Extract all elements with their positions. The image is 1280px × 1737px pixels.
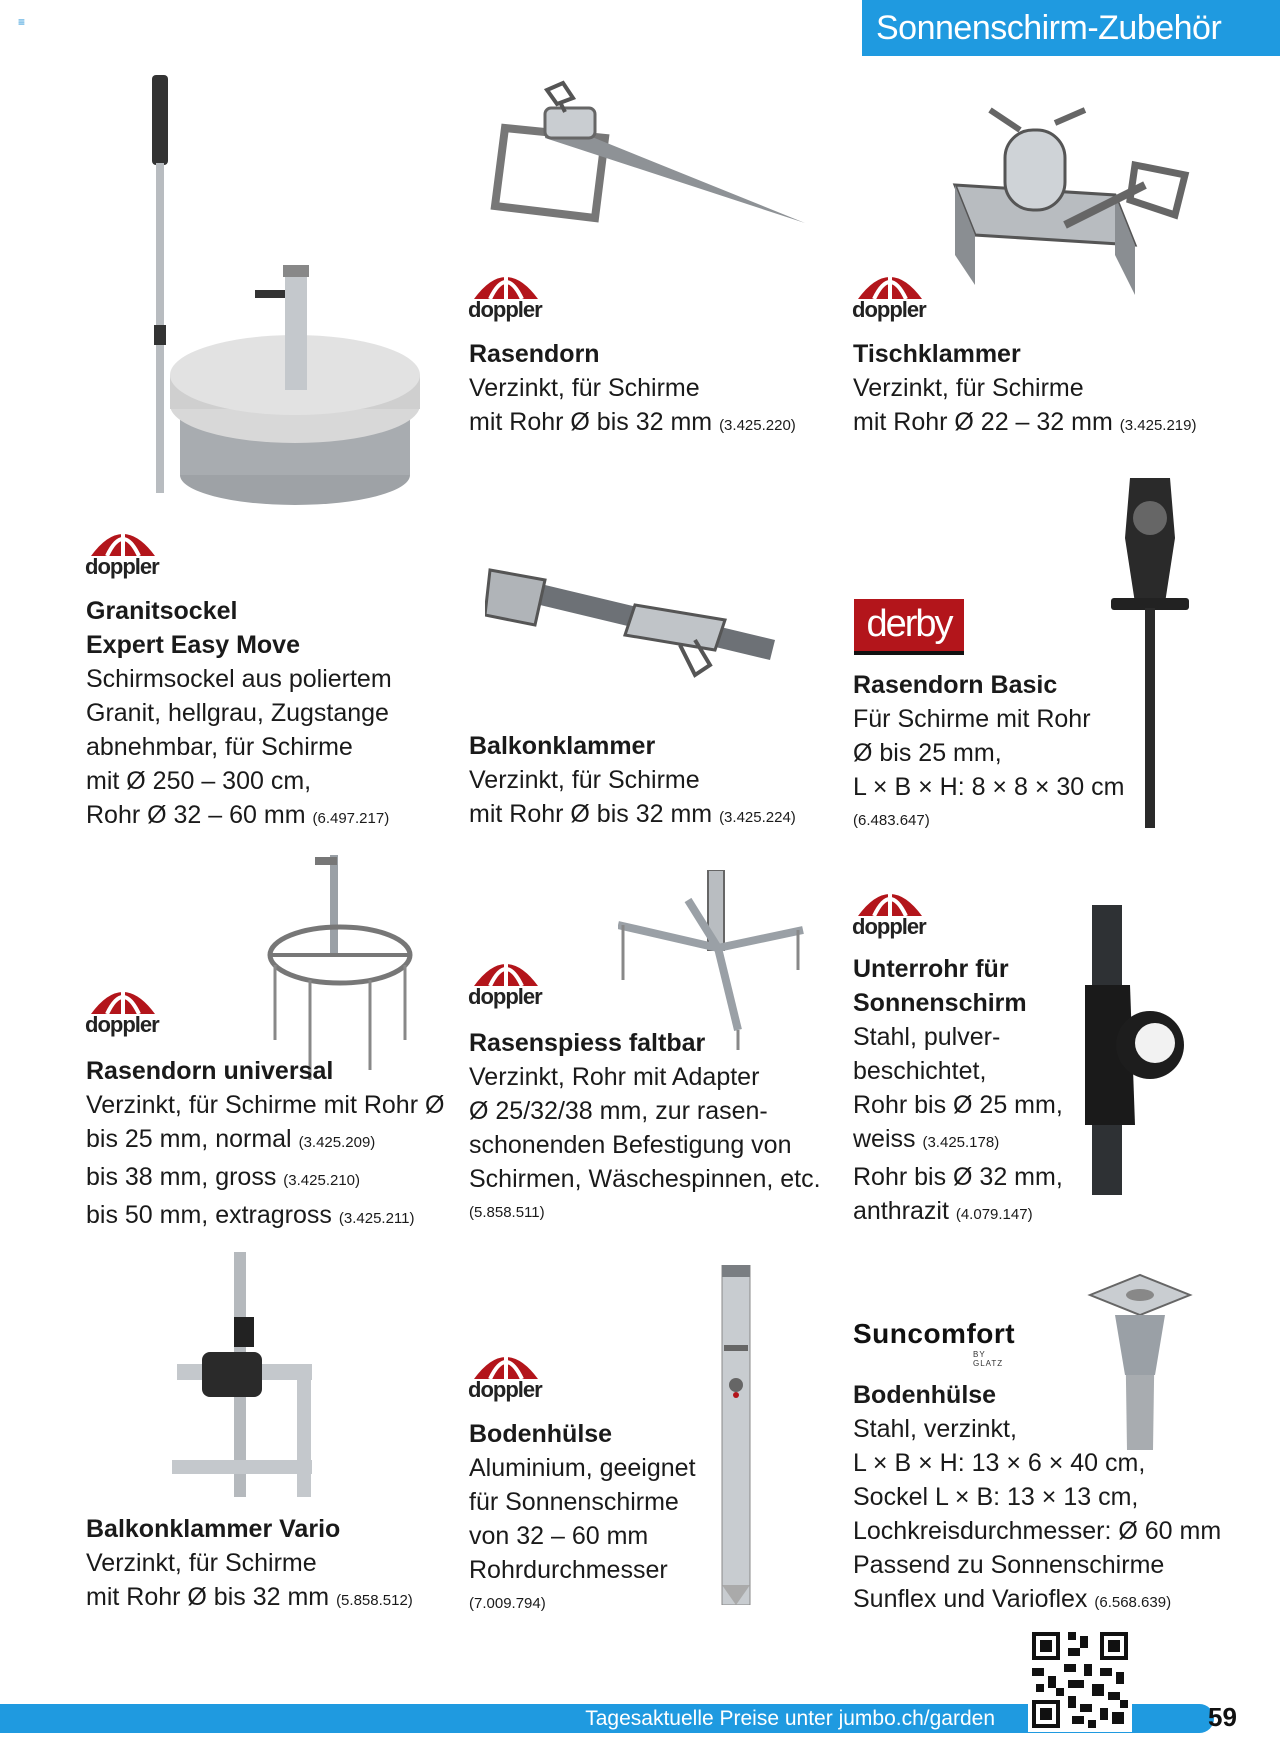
product-balkonklammer-vario	[86, 1512, 413, 1618]
article-number: (7.009.794)	[469, 1595, 546, 1612]
article-number: (3.425.224)	[719, 809, 796, 826]
product-title: Sonnenschirm	[853, 989, 1027, 1017]
doppler-wordmark: doppler	[852, 914, 926, 939]
product-tischklammer	[853, 337, 1197, 443]
article-number: (3.425.210)	[283, 1172, 361, 1189]
suncomfort-wordmark: Suncomfort	[853, 1318, 1016, 1349]
doppler-wordmark: doppler	[468, 1377, 542, 1402]
product-description: mit Rohr Ø bis 32 mm (5.858.512)	[86, 1583, 413, 1611]
suncomfort-subline: BY GLATZ	[973, 1350, 1004, 1368]
product-description: Verzinkt, für Schirme	[469, 374, 700, 402]
article-number: (6.483.647)	[853, 812, 930, 829]
product-description: Stahl, verzinkt,	[853, 1415, 1017, 1443]
product-granitsockel	[86, 594, 392, 836]
product-description: mit Ø 250 – 300 cm,	[86, 767, 312, 795]
product-description: Schirmen, Wäschespinnen, etc.	[469, 1165, 821, 1193]
product-description: Für Schirme mit Rohr	[853, 705, 1091, 733]
product-title: Tischklammer	[853, 340, 1021, 368]
product-rasenspiess-faltbar	[469, 1026, 821, 1230]
product-description: Rohr bis Ø 32 mm,	[853, 1163, 1063, 1191]
product-title: Rasenspiess faltbar	[469, 1029, 706, 1057]
product-title: Rasendorn	[469, 340, 600, 368]
product-description: Verzinkt, für Schirme mit Rohr Ø	[86, 1091, 445, 1119]
article-number: (5.858.512)	[336, 1592, 413, 1609]
product-description: Rohr Ø 32 – 60 mm (6.497.217)	[86, 801, 390, 829]
product-bodenhuelse-stahl	[853, 1378, 1221, 1620]
product-variant: bis 50 mm, extragross (3.425.211)	[86, 1201, 415, 1229]
doppler-wordmark: doppler	[85, 1012, 159, 1037]
article-number: (3.425.209)	[298, 1134, 376, 1151]
product-rasendorn-basic	[853, 668, 1124, 838]
lawn-spike-image	[485, 78, 815, 238]
product-rasendorn-universal	[86, 1054, 444, 1236]
product-description: Sockel L × B: 13 × 13 cm,	[853, 1483, 1139, 1511]
vario-balcony-clamp-image	[172, 1252, 317, 1497]
article-number: (3.425.220)	[719, 417, 796, 434]
doppler-logo	[852, 882, 928, 944]
balcony-clamp-image	[485, 565, 785, 690]
product-title: Expert Easy Move	[86, 631, 300, 659]
product-description: Aluminium, geeignet	[469, 1454, 696, 1482]
product-description: Ø 25/32/38 mm, zur rasen-	[469, 1097, 768, 1125]
product-description: mit Rohr Ø bis 32 mm (3.425.224)	[469, 800, 796, 828]
product-description: für Sonnenschirme	[469, 1488, 679, 1516]
product-description: beschichtet,	[853, 1057, 987, 1085]
product-variant: bis 25 mm, normal (3.425.209)	[86, 1125, 376, 1153]
product-description: L × B × H: 8 × 8 × 30 cm	[853, 773, 1125, 801]
product-description: Verzinkt, für Schirme	[853, 374, 1084, 402]
universal-lawn-spike-image	[265, 855, 415, 1085]
product-description: Rohrdurchmesser	[469, 1556, 668, 1584]
article-number: (6.568.639)	[1094, 1594, 1172, 1611]
article-number: (3.425.211)	[338, 1210, 415, 1227]
derby-logo: derby	[854, 599, 964, 655]
product-description: Rohr bis Ø 25 mm,	[853, 1091, 1063, 1119]
granite-base-image	[145, 75, 425, 525]
table-clamp-image	[935, 105, 1195, 310]
doppler-logo	[468, 265, 544, 327]
product-rasendorn	[469, 337, 796, 443]
product-title: Balkonklammer	[469, 732, 656, 760]
article-number: (3.425.178)	[922, 1134, 1000, 1151]
product-description: Schirmsockel aus poliertem	[86, 665, 392, 693]
doppler-logo	[85, 522, 161, 584]
doppler-wordmark: doppler	[468, 984, 542, 1009]
doppler-logo	[852, 265, 928, 327]
product-description: Granit, hellgrau, Zugstange	[86, 699, 389, 727]
footer-price-link[interactable]: Tagesaktuelle Preise unter jumbo.ch/garden	[585, 1707, 995, 1730]
doppler-logo	[468, 1345, 544, 1407]
product-title: Balkonklammer Vario	[86, 1515, 341, 1543]
product-description: abnehmbar, für Schirme	[86, 733, 353, 761]
product-title: Bodenhülse	[853, 1381, 997, 1409]
product-balkonklammer	[469, 729, 796, 835]
article-number: (5.858.511)	[469, 1204, 545, 1221]
product-description: Passend zu Sonnenschirme	[853, 1551, 1165, 1579]
lower-pole-image	[1080, 905, 1200, 1195]
product-title: Rasendorn universal	[86, 1057, 334, 1085]
product-unterrohr	[853, 952, 1063, 1232]
product-title: Bodenhülse	[469, 1420, 613, 1448]
product-description: Ø bis 25 mm,	[853, 739, 1002, 767]
product-description: mit Rohr Ø bis 32 mm (3.425.220)	[469, 408, 796, 436]
product-description: L × B × H: 13 × 6 × 40 cm,	[853, 1449, 1146, 1477]
product-description: Stahl, pulver-	[853, 1023, 1001, 1051]
qr-code-icon[interactable]	[1028, 1628, 1132, 1732]
product-description: Verzinkt, Rohr mit Adapter	[469, 1063, 760, 1091]
doppler-logo	[85, 980, 161, 1042]
product-description: von 32 – 60 mm	[469, 1522, 649, 1550]
doppler-wordmark: doppler	[85, 554, 159, 579]
doppler-wordmark: doppler	[468, 297, 542, 322]
product-description: mit Rohr Ø 22 – 32 mm (3.425.219)	[853, 408, 1197, 436]
menu-icon[interactable]: ≡	[18, 15, 26, 29]
foldable-ground-spike-image	[618, 870, 808, 1050]
product-description: Verzinkt, für Schirme	[469, 766, 700, 794]
page-number: 59	[1208, 1702, 1237, 1732]
doppler-logo	[468, 952, 544, 1014]
product-title: Granitsockel	[86, 597, 238, 625]
article-number: (6.497.217)	[312, 810, 390, 827]
suncomfort-logo	[853, 1318, 1016, 1368]
product-bodenhuelse-aluminium	[469, 1417, 696, 1621]
product-title: Unterrohr für	[853, 955, 1009, 983]
product-description: schonenden Befestigung von	[469, 1131, 792, 1159]
doppler-wordmark: doppler	[852, 297, 926, 322]
product-variant: bis 38 mm, gross (3.425.210)	[86, 1163, 361, 1191]
product-description: Lochkreisdurchmesser: Ø 60 mm	[853, 1517, 1222, 1545]
aluminium-ground-sleeve-image	[710, 1265, 765, 1605]
product-title: Rasendorn Basic	[853, 671, 1058, 699]
product-variant: anthrazit (4.079.147)	[853, 1197, 1033, 1225]
article-number: (4.079.147)	[955, 1206, 1033, 1223]
product-description: Sunflex und Varioflex (6.568.639)	[853, 1585, 1172, 1613]
article-number: (3.425.219)	[1119, 417, 1197, 434]
product-description: Verzinkt, für Schirme	[86, 1549, 317, 1577]
section-title: Sonnenschirm-Zubehör	[862, 0, 1280, 56]
product-variant: weiss (3.425.178)	[853, 1125, 1000, 1153]
